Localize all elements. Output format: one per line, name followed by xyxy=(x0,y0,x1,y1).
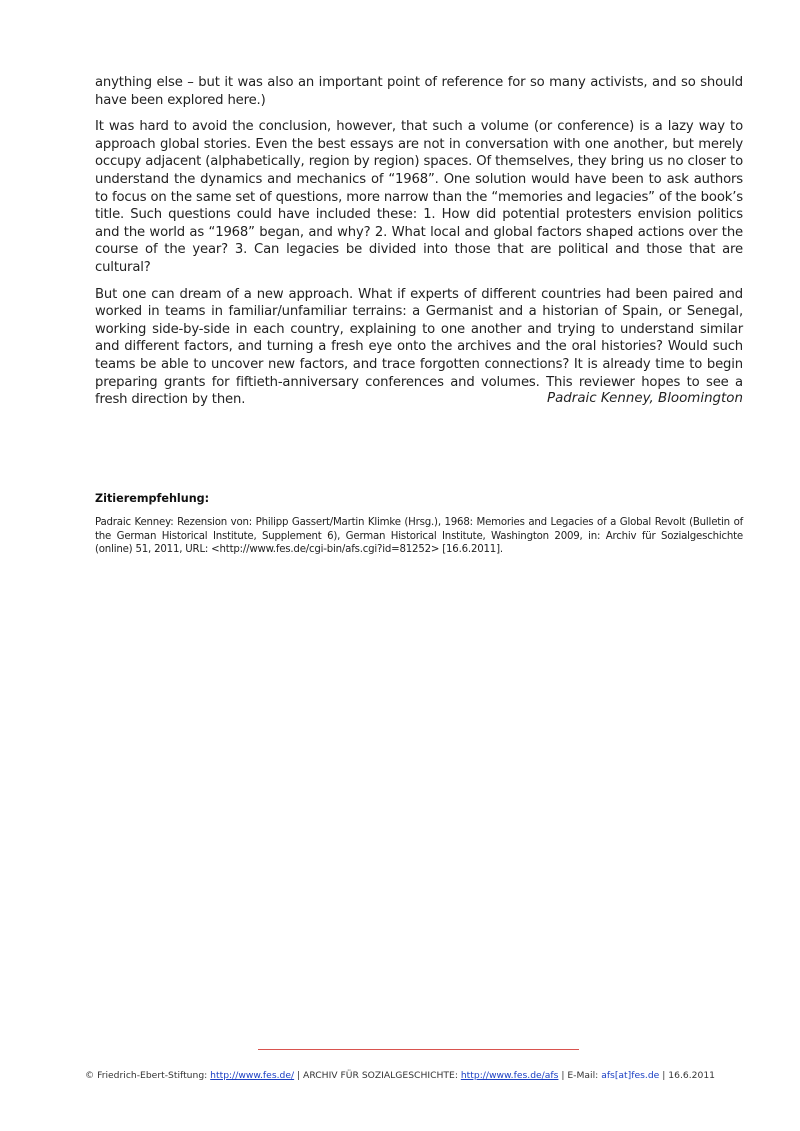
review-body xyxy=(95,74,743,418)
footer-email-label: | E-Mail: xyxy=(558,1070,602,1081)
citation-text: Padraic Kenney: Rezension von: Philipp Gassert/Martin Klimke (Hrsg.), 1968: Memories and Legacies of a Global Revolt (Bulletin of the German Historical Institute, Supplement 6), German Historical Institute, Washington 2009, in: Archiv für Sozialgeschichte (online) 51, 2011, URL: <http://www.fes.de/cgi-bin/afs.cgi?id=81252> [16.6.2011]. xyxy=(95,517,743,556)
author-signature: Padraic Kenney, Bloomington xyxy=(547,391,743,406)
citation-block xyxy=(95,492,743,557)
afs-link[interactable]: http://www.fes.de/afs xyxy=(460,1070,559,1081)
footer-copyright: © Friedrich-Ebert-Stiftung: xyxy=(84,1070,211,1081)
footer-archive-label: | ARCHIV FÜR SOZIALGESCHICHTE: xyxy=(294,1070,461,1081)
page-footer xyxy=(0,1070,800,1082)
footer-date: | 16.6.2011 xyxy=(659,1070,716,1081)
body-paragraph-2: It was hard to avoid the conclusion, however, that such a volume (or conference) is a lazy way to approach global stories. Even the best essays are not in conversation with one another, but merely occupy adjacent (alphabetically, region by region) spaces. Of themselves, they bring us no closer to understand the dynamics and mechanics of “1968”. One solution would have been to ask authors to focus on the same set of questions, more narrow than the “memories and legacies” of the book’s title. Such questions could have included these: 1. How did potential protesters envision politics and the world as “1968” began, and why? 2. What local and global factors shaped actions over the course of the year? 3. Can legacies be divided into those that are political and those that are cultural? xyxy=(95,119,743,275)
footer-divider xyxy=(258,1049,579,1050)
footer-email[interactable]: afs[at]fes.de xyxy=(601,1070,660,1081)
body-paragraph-3: But one can dream of a new approach. What if experts of different countries had been paired and worked in teams in familiar/unfamiliar terrains: a Germanist and a historian of Spain, or Senegal, working side-by-side in each country, explaining to one another and trying to understand similar and different factors, and turning a fresh eye onto the archives and the oral histories? Would such teams be able to uncover new factors, and trace forgotten connections? It is already time to begin preparing grants for fiftieth-anniversary conferences and volumes. This reviewer hopes to see a fresh direction by then. xyxy=(95,286,743,408)
fes-link[interactable]: http://www.fes.de/ xyxy=(210,1070,295,1081)
body-paragraph-1: anything else – but it was also an important point of reference for so many activists, and so should have been explored here.) xyxy=(95,75,743,108)
citation-heading: Zitierempfehlung: xyxy=(95,492,210,505)
